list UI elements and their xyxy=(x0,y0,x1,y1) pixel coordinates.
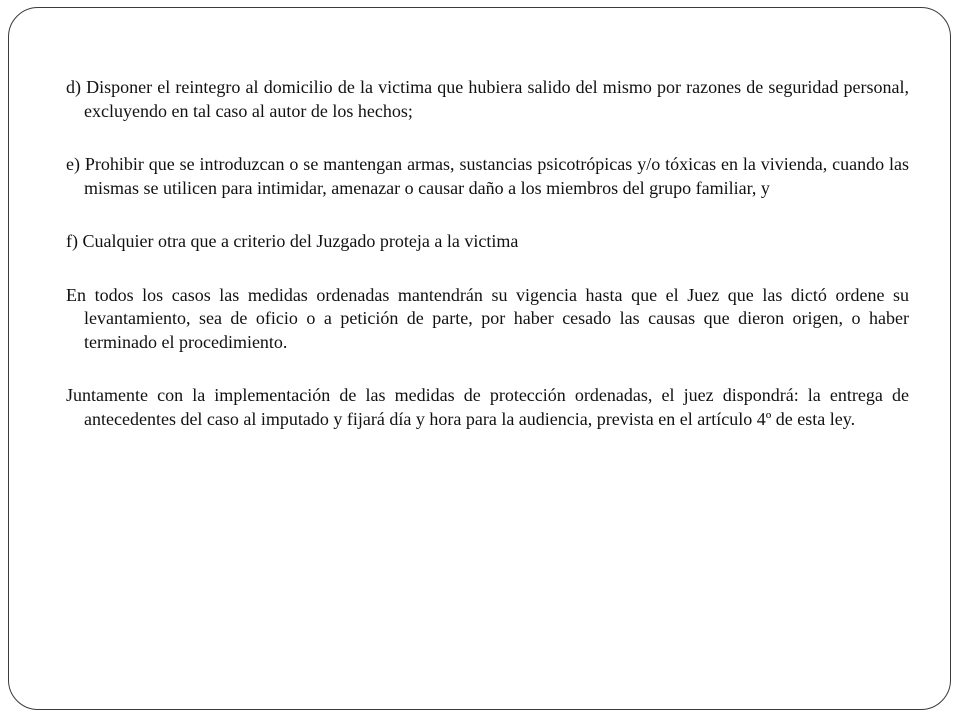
paragraph-d: d) Disponer el reintegro al domicilio de la victima que hubiera salido del mismo por razones de seguridad personal, excluyendo en tal caso al autor de los hechos; xyxy=(66,77,909,121)
slide-frame xyxy=(8,7,951,710)
paragraph-implementacion: Juntamente con la implementación de las medidas de protección ordenadas, el juez dispondrá: la entrega de antecedentes del caso al imputado y fijará día y hora para la audiencia, prevista en el artículo 4º de esta ley. xyxy=(66,385,909,429)
paragraph-f: f) Cualquier otra que a criterio del Juzgado proteja a la victima xyxy=(66,231,519,251)
slide-content xyxy=(66,76,909,461)
paragraph-e: e) Prohibir que se introduzcan o se mantengan armas, sustancias psicotrópicas y/o tóxicas en la vivienda, cuando las mismas se utilicen para intimidar, amenazar o causar daño a los miembros del grupo familiar, y xyxy=(66,154,909,198)
paragraph-vigencia: En todos los casos las medidas ordenadas mantendrán su vigencia hasta que el Juez que las dictó ordene su levantamiento, sea de oficio o a petición de parte, por haber cesado las causas que dieron origen, o haber terminado el procedimiento. xyxy=(66,284,909,352)
